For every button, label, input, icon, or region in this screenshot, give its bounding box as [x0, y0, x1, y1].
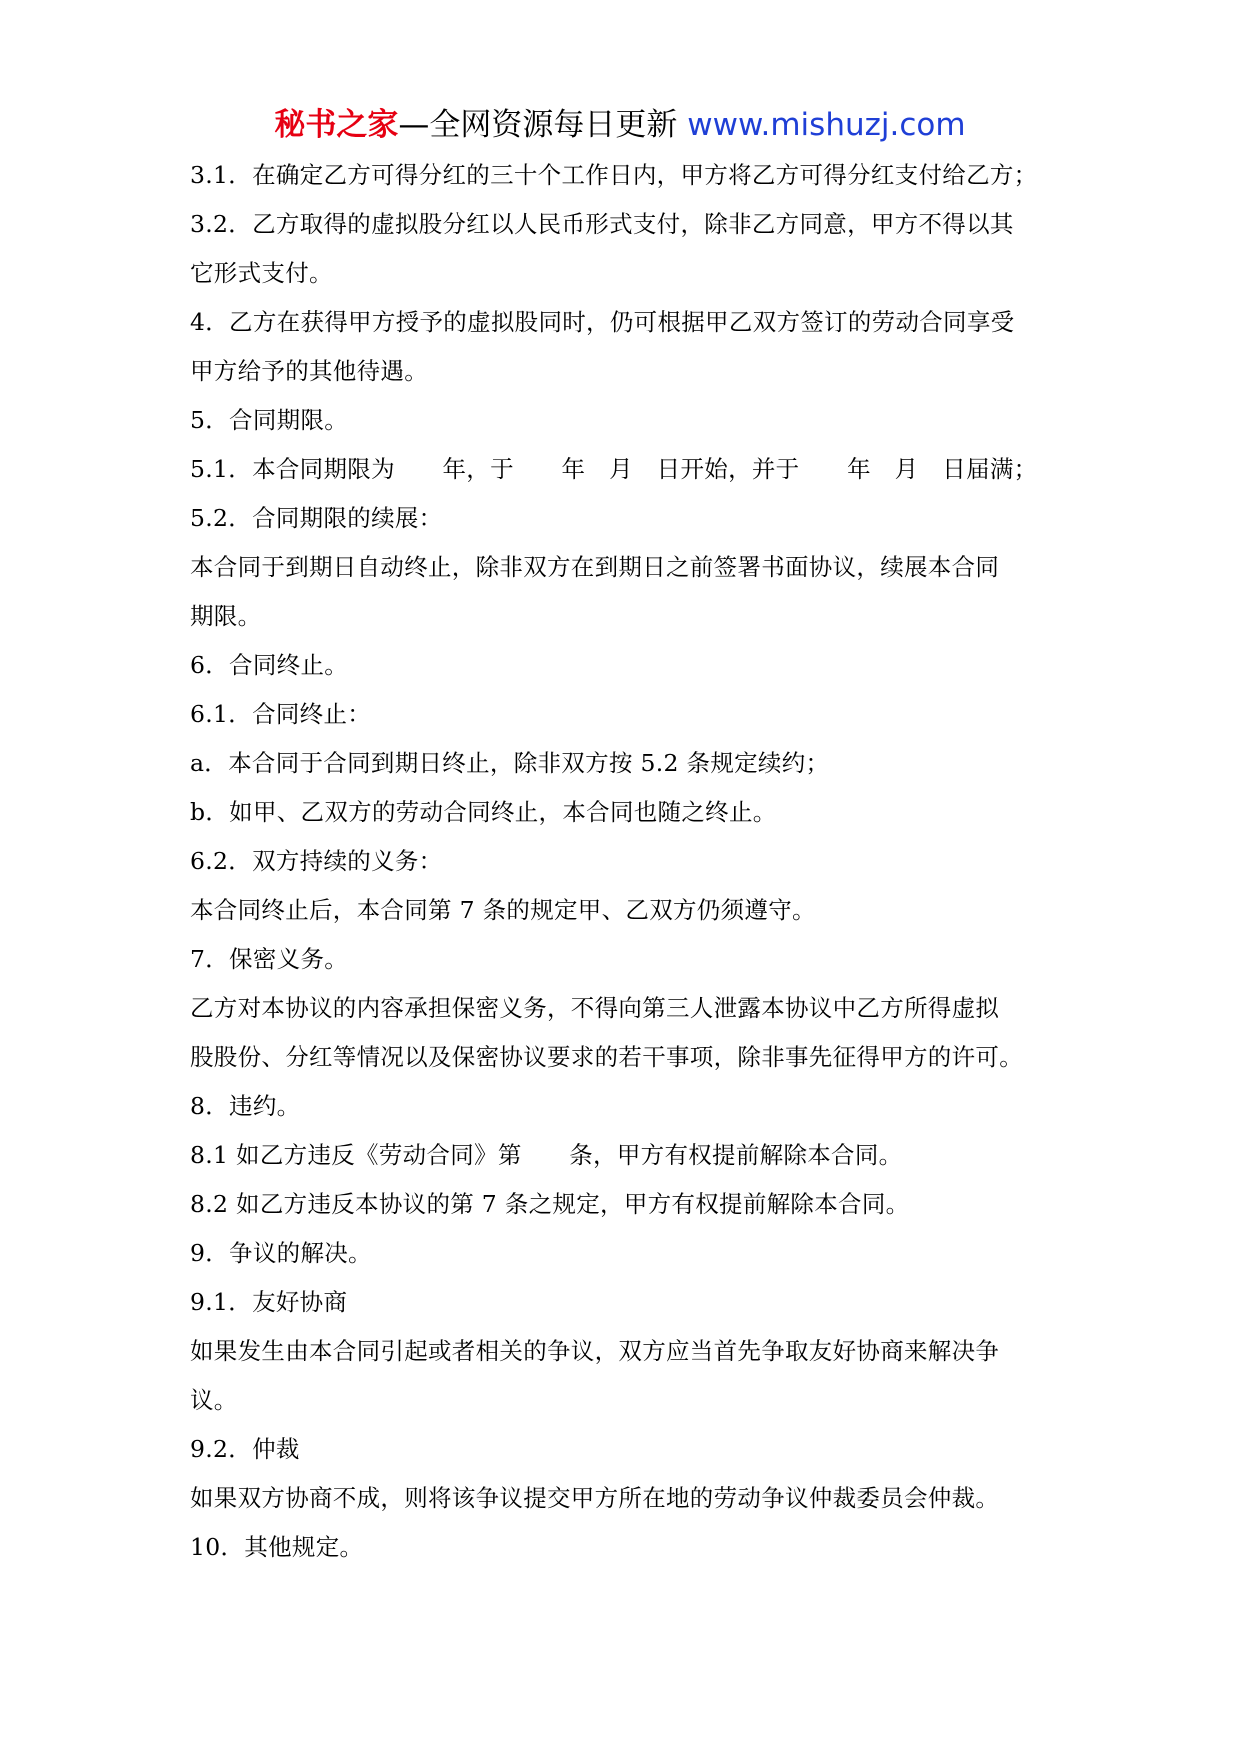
- paragraph-line: 议。: [190, 1386, 238, 1414]
- header-site-url: www.mishuzj.com: [687, 107, 966, 143]
- paragraph-line: 本合同终止后，本合同第 7 条的规定甲、乙双方仍须遵守。: [190, 896, 816, 924]
- section-heading: 7．保密义务。: [190, 945, 349, 973]
- paragraph-line: b．如甲、乙双方的劳动合同终止，本合同也随之终止。: [190, 798, 777, 826]
- header-brand: 秘书之家: [274, 107, 399, 143]
- paragraph-line: 乙方对本协议的内容承担保密义务，不得向第三人泄露本协议中乙方所得虚拟: [190, 994, 1000, 1022]
- paragraph-line: 5.1．本合同期限为 年，于 年 月 日开始，并于 年 月 日届满；: [190, 455, 1038, 483]
- paragraph-line: 4．乙方在获得甲方授予的虚拟股同时，仍可根据甲乙双方签订的劳动合同享受: [190, 308, 1015, 336]
- paragraph-line: 股股份、分红等情况以及保密协议要求的若干事项，除非事先征得甲方的许可。: [190, 1043, 1023, 1071]
- page-header: [0, 100, 1240, 150]
- paragraph-line: a．本合同于合同到期日终止，除非双方按 5.2 条规定续约；: [190, 749, 830, 777]
- paragraph-line: 8.2 如乙方违反本协议的第 7 条之规定，甲方有权提前解除本合同。: [190, 1190, 910, 1218]
- paragraph-line: 6.1．合同终止：: [190, 700, 372, 728]
- section-heading: 6．合同终止。: [190, 651, 349, 679]
- paragraph-line: 9.1．友好协商: [190, 1288, 348, 1316]
- header-tagline: —全网资源每日更新: [398, 107, 678, 143]
- paragraph-line: 如果双方协商不成，则将该争议提交甲方所在地的劳动争议仲裁委员会仲裁。: [190, 1484, 1000, 1512]
- section-heading: 8．违约。: [190, 1092, 301, 1120]
- paragraph-line: 本合同于到期日自动终止，除非双方在到期日之前签署书面协议，续展本合同: [190, 553, 1000, 581]
- document-body: [190, 151, 1070, 1572]
- paragraph-line: 3.2．乙方取得的虚拟股分红以人民币形式支付，除非乙方同意，甲方不得以其: [190, 210, 1014, 238]
- paragraph-line: 5.2．合同期限的续展：: [190, 504, 443, 532]
- paragraph-line: 甲方给予的其他待遇。: [190, 357, 428, 385]
- section-heading: 9．争议的解决。: [190, 1239, 372, 1267]
- section-heading: 5．合同期限。: [190, 406, 349, 434]
- paragraph-line: 9.2．仲裁: [190, 1435, 300, 1463]
- paragraph-line: 如果发生由本合同引起或者相关的争议，双方应当首先争取友好协商来解决争: [190, 1337, 1000, 1365]
- paragraph-line: 6.2．双方持续的义务：: [190, 847, 443, 875]
- paragraph-line: 3.1．在确定乙方可得分红的三十个工作日内，甲方将乙方可得分红支付给乙方；: [190, 161, 1038, 189]
- paragraph-line: 期限。: [190, 602, 262, 630]
- section-heading: 10．其他规定。: [190, 1533, 364, 1561]
- paragraph-line: 8.1 如乙方违反《劳动合同》第 条，甲方有权提前解除本合同。: [190, 1141, 903, 1169]
- paragraph-line: 它形式支付。: [190, 259, 333, 287]
